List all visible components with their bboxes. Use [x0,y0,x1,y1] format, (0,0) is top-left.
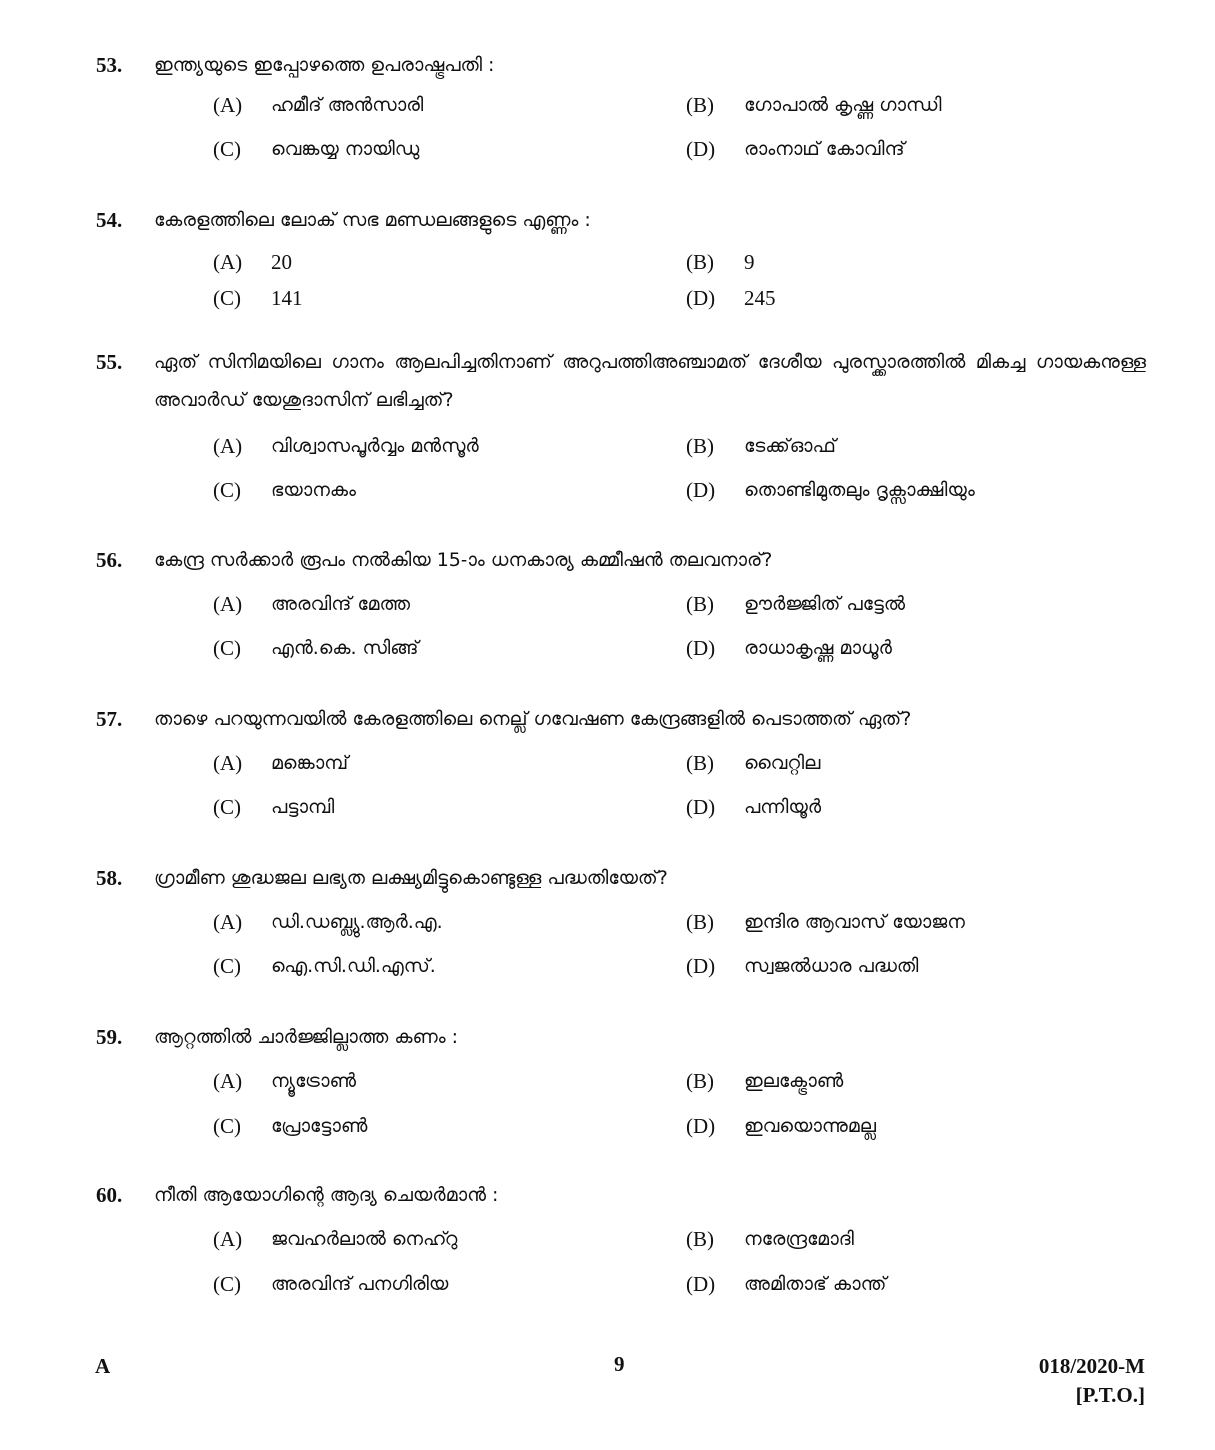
option-label: (A) [213,910,243,934]
option-text: ഇവയൊന്നുമല്ല [744,1115,876,1137]
option-label: (C) [213,286,241,310]
page-number: 9 [614,1352,625,1376]
option-label: (C) [213,1114,241,1138]
question-text: ഇന്ത്യയുടെ ഇപ്പോഴത്തെ ഉപരാഷ്ട്രപതി : [154,54,495,76]
option-text: വിശ്വാസപൂർവ്വം മൻസൂർ [271,435,479,457]
option-label: (B) [686,250,714,274]
option-text: സ്വജൽധാര പദ്ധതി [744,955,919,977]
option-text: അരവിന്ദ് മേത്ത [271,593,410,615]
option-label: (A) [213,1227,243,1251]
option-label: (C) [213,795,241,819]
option-text: പ്രോട്ടോൺ [271,1115,368,1137]
option-label: (D) [686,954,716,978]
option-text: പന്നിയൂർ [744,796,822,818]
question-text: ഗ്രാമീണ ശുദ്ധജല ലഭ്യത ലക്ഷ്യമിട്ടുകൊണ്ടുള്ള പദ്ധതിയേത്? [154,867,668,889]
option-label: (A) [213,434,243,458]
option-label: (D) [686,795,716,819]
option-text: ഊർജ്ജിത് പട്ടേൽ [744,593,906,615]
option-label: (B) [686,751,714,775]
option-label: (A) [213,592,243,616]
option-text: അരവിന്ദ് പനഗിരിയ [271,1273,449,1295]
question-text: ഏത് സിനിമയിലെ ഗാനം ആലപിച്ചതിനാണ് അറുപത്തിഅഞ്ചാമത് ദേശീയ പുരസ്ക്കാരത്തിൽ മികച്ച ഗായകനുള്ള അവാർഡ് യേശുദാസിന് ലഭിച്ചത്? [154,351,1146,411]
paper-code: 018/2020-M [1038,1354,1145,1378]
option-text: ജവഹർലാൽ നെഹ്റു [271,1228,458,1250]
question-text: കേരളത്തിലെ ലോക് സഭ മണ്ഡലങ്ങളുടെ എണ്ണം : [154,209,591,231]
option-label: (A) [213,250,243,274]
option-text: മങ്കൊമ്പ് [271,752,349,774]
option-text: എൻ.കെ. സിങ്ങ് [271,637,419,659]
option-text: ഇന്ദിര ആവാസ് യോജന [744,911,965,933]
option-label: (C) [213,636,241,660]
pto-label: [P.T.O.] [1075,1383,1145,1407]
option-text: ടേക്ക്ഓഫ് [744,435,836,457]
question-number: 60. [96,1183,123,1207]
option-text: രാംനാഥ് കോവിന്ദ് [744,138,905,160]
option-text: വൈറ്റില [744,752,821,774]
option-label: (B) [686,1227,714,1251]
question-number: 53. [96,53,123,77]
option-text: 20 [271,250,292,274]
option-label: (B) [686,434,714,458]
option-label: (D) [686,137,716,161]
option-label: (D) [686,286,716,310]
question-number: 56. [96,548,123,572]
option-text: ഹമീദ് അൻസാരി [271,94,424,116]
option-text: പട്ടാമ്പി [271,796,335,818]
option-label: (D) [686,1272,716,1296]
option-label: (B) [686,910,714,934]
series-code: A [95,1354,111,1378]
option-text: ഇലക്ട്രോൺ [744,1070,844,1092]
option-text: ഐ.സി.ഡി.എസ്. [271,955,436,977]
question-text: ആറ്റത്തിൽ ചാർജ്ജില്ലാത്ത കണം : [154,1026,459,1048]
option-text: ഡി.ഡബ്ല്യു.ആർ.എ. [271,911,443,933]
option-text: രാധാകൃഷ്ണ മാധൂർ [744,637,892,659]
option-label: (D) [686,478,716,502]
option-label: (D) [686,1114,716,1138]
option-text: ഭയാനകം [271,479,356,501]
option-label: (C) [213,954,241,978]
option-label: (B) [686,1069,714,1093]
option-text: ഗോപാൽ കൃഷ്ണ ഗാന്ധി [744,94,942,116]
option-text: ന്യൂട്രോൺ [271,1070,357,1092]
question-text: കേന്ദ്ര സർക്കാർ രൂപം നൽകിയ 15-ാം ധനകാര്യ കമ്മീഷൻ തലവനാര്? [154,549,773,571]
option-text: 141 [271,286,303,310]
option-text: 9 [744,250,755,274]
question-number: 59. [96,1025,123,1049]
option-label: (A) [213,751,243,775]
option-text: വെങ്കയ്യ നായിഡു [271,138,420,160]
option-text: അമിതാഭ് കാന്ത് [744,1273,887,1295]
option-label: (A) [213,1069,243,1093]
option-label: (B) [686,592,714,616]
question-number: 54. [96,208,123,232]
option-label: (B) [686,93,714,117]
option-label: (C) [213,478,241,502]
option-text: നരേന്ദ്രമോദി [744,1228,854,1250]
option-text: തൊണ്ടിമുതലും ദൃക്സാക്ഷിയും [744,479,975,501]
option-label: (A) [213,93,243,117]
option-label: (C) [213,137,241,161]
option-label: (D) [686,636,716,660]
question-number: 58. [96,866,123,890]
question-number: 55. [96,350,123,374]
question-number: 57. [96,707,123,731]
question-text: താഴെ പറയുന്നവയിൽ കേരളത്തിലെ നെല്ല് ഗവേഷണ കേന്ദ്രങ്ങളിൽ പെടാത്തത് ഏത്? [154,708,912,730]
option-text: 245 [744,286,776,310]
option-label: (C) [213,1272,241,1296]
question-text: നീതി ആയോഗിന്റെ ആദ്യ ചെയർമാൻ : [154,1184,499,1206]
